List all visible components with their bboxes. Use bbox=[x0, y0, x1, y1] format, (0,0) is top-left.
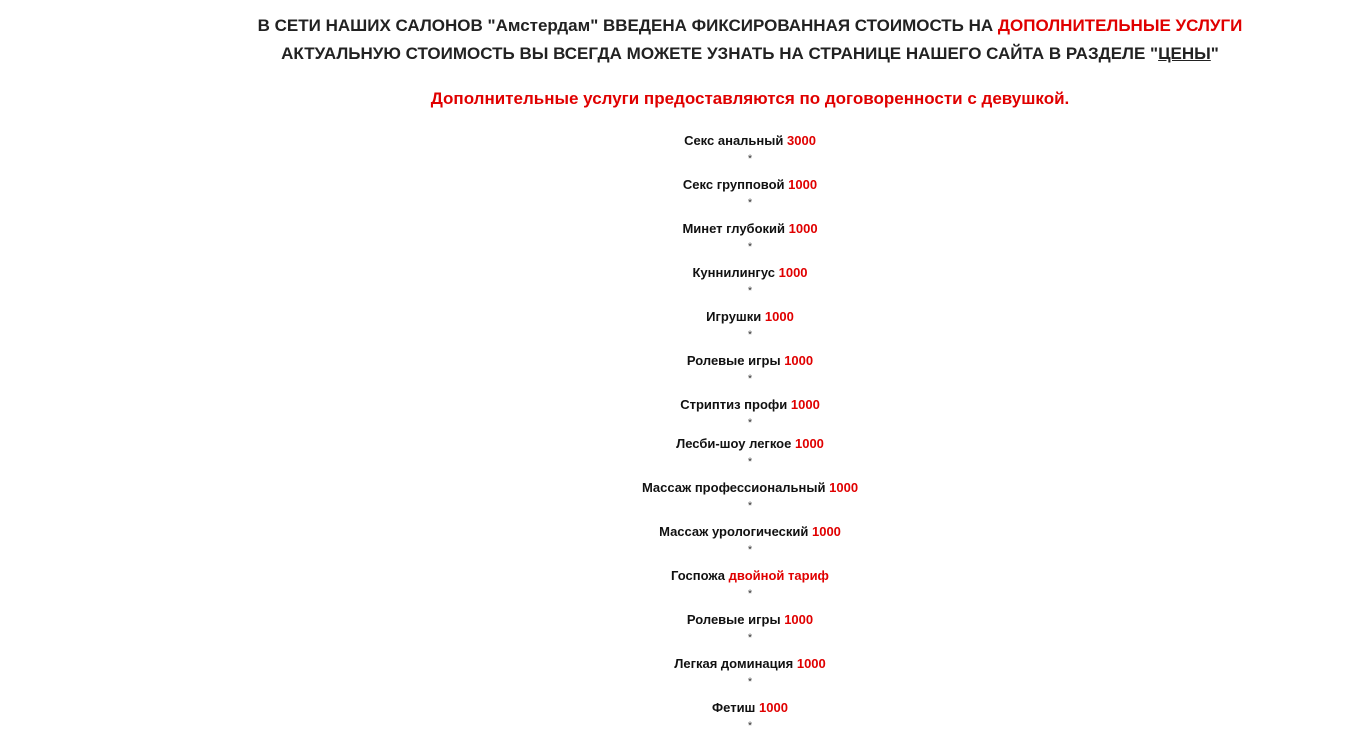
service-price: 1000 bbox=[788, 221, 818, 236]
service-name: Секс групповой bbox=[682, 177, 785, 192]
service-item bbox=[500, 611, 1000, 655]
heading-line-1-text: В СЕТИ НАШИХ САЛОНОВ "Амстердам" ВВЕДЕНА ФИКСИРОВАННАЯ СТОИМОСТЬ НА bbox=[257, 16, 998, 35]
service-item bbox=[500, 567, 1000, 611]
service-price: 1000 bbox=[790, 397, 820, 412]
services-list bbox=[500, 132, 1000, 733]
separator: * bbox=[747, 153, 753, 165]
service-price: 1000 bbox=[829, 480, 859, 495]
service-price: 1000 bbox=[759, 700, 788, 715]
separator: * bbox=[747, 197, 753, 209]
service-price: 1000 bbox=[764, 309, 794, 324]
service-item bbox=[500, 308, 1000, 352]
service-price: 1000 bbox=[794, 436, 824, 451]
service-name: Минет глубокий bbox=[682, 221, 786, 236]
service-item bbox=[500, 132, 1000, 176]
service-item bbox=[500, 655, 1000, 699]
separator: * bbox=[747, 373, 753, 385]
service-name: Куннилингус bbox=[692, 265, 775, 280]
service-item bbox=[500, 396, 1000, 435]
service-price: 1000 bbox=[788, 177, 818, 192]
separator: * bbox=[747, 417, 753, 429]
service-name: Лесби-шоу легкое bbox=[676, 436, 792, 451]
separator: * bbox=[747, 632, 753, 644]
service-item bbox=[500, 352, 1000, 396]
heading-highlight: ДОПОЛНИТЕЛЬНЫЕ УСЛУГИ bbox=[997, 16, 1243, 35]
service-price: 1000 bbox=[784, 612, 814, 627]
separator: * bbox=[747, 500, 753, 512]
prices-link[interactable]: ЦЕНЫ bbox=[1158, 44, 1211, 63]
service-name: Ролевые игры bbox=[686, 353, 781, 368]
service-price: 1000 bbox=[784, 353, 814, 368]
service-price: двойной тариф bbox=[728, 568, 829, 583]
service-name: Ролевые игры bbox=[686, 612, 781, 627]
service-item bbox=[500, 699, 1000, 733]
heading-line-2 bbox=[130, 44, 1364, 64]
service-price: 1000 bbox=[811, 524, 841, 539]
service-price: 3000 bbox=[787, 133, 816, 148]
service-item bbox=[500, 479, 1000, 523]
separator: * bbox=[747, 329, 753, 341]
service-name: Госпожа bbox=[671, 568, 725, 583]
service-price: 1000 bbox=[796, 656, 826, 671]
heading-line-1 bbox=[130, 16, 1364, 36]
service-name: Массаж урологический bbox=[659, 524, 809, 539]
separator: * bbox=[747, 456, 753, 468]
service-item bbox=[500, 176, 1000, 220]
service-name: Секс анальный bbox=[684, 133, 784, 148]
separator: * bbox=[747, 544, 753, 556]
notice-text: Дополнительные услуги предоставляются по договоренности с девушкой. bbox=[430, 89, 1070, 108]
heading-line-2-suffix: " bbox=[1210, 44, 1219, 63]
heading-line-2-text: АКТУАЛЬНУЮ СТОИМОСТЬ ВЫ ВСЕГДА МОЖЕТЕ УЗНАТЬ НА СТРАНИЦЕ НАШЕГО САЙТА В РАЗДЕЛЕ " bbox=[281, 44, 1159, 63]
service-item bbox=[500, 523, 1000, 567]
service-price: 1000 bbox=[778, 265, 808, 280]
service-name: Легкая доминация bbox=[674, 656, 794, 671]
service-item bbox=[500, 220, 1000, 264]
service-item bbox=[500, 435, 1000, 479]
separator: * bbox=[747, 285, 753, 297]
separator: * bbox=[747, 588, 753, 600]
service-item bbox=[500, 264, 1000, 308]
separator: * bbox=[747, 720, 753, 732]
separator: * bbox=[747, 241, 753, 253]
separator: * bbox=[747, 676, 753, 688]
service-name: Массаж профессиональный bbox=[641, 480, 826, 495]
service-name: Игрушки bbox=[706, 309, 762, 324]
service-name: Стриптиз профи bbox=[680, 397, 788, 412]
service-name: Фетиш bbox=[712, 700, 756, 715]
